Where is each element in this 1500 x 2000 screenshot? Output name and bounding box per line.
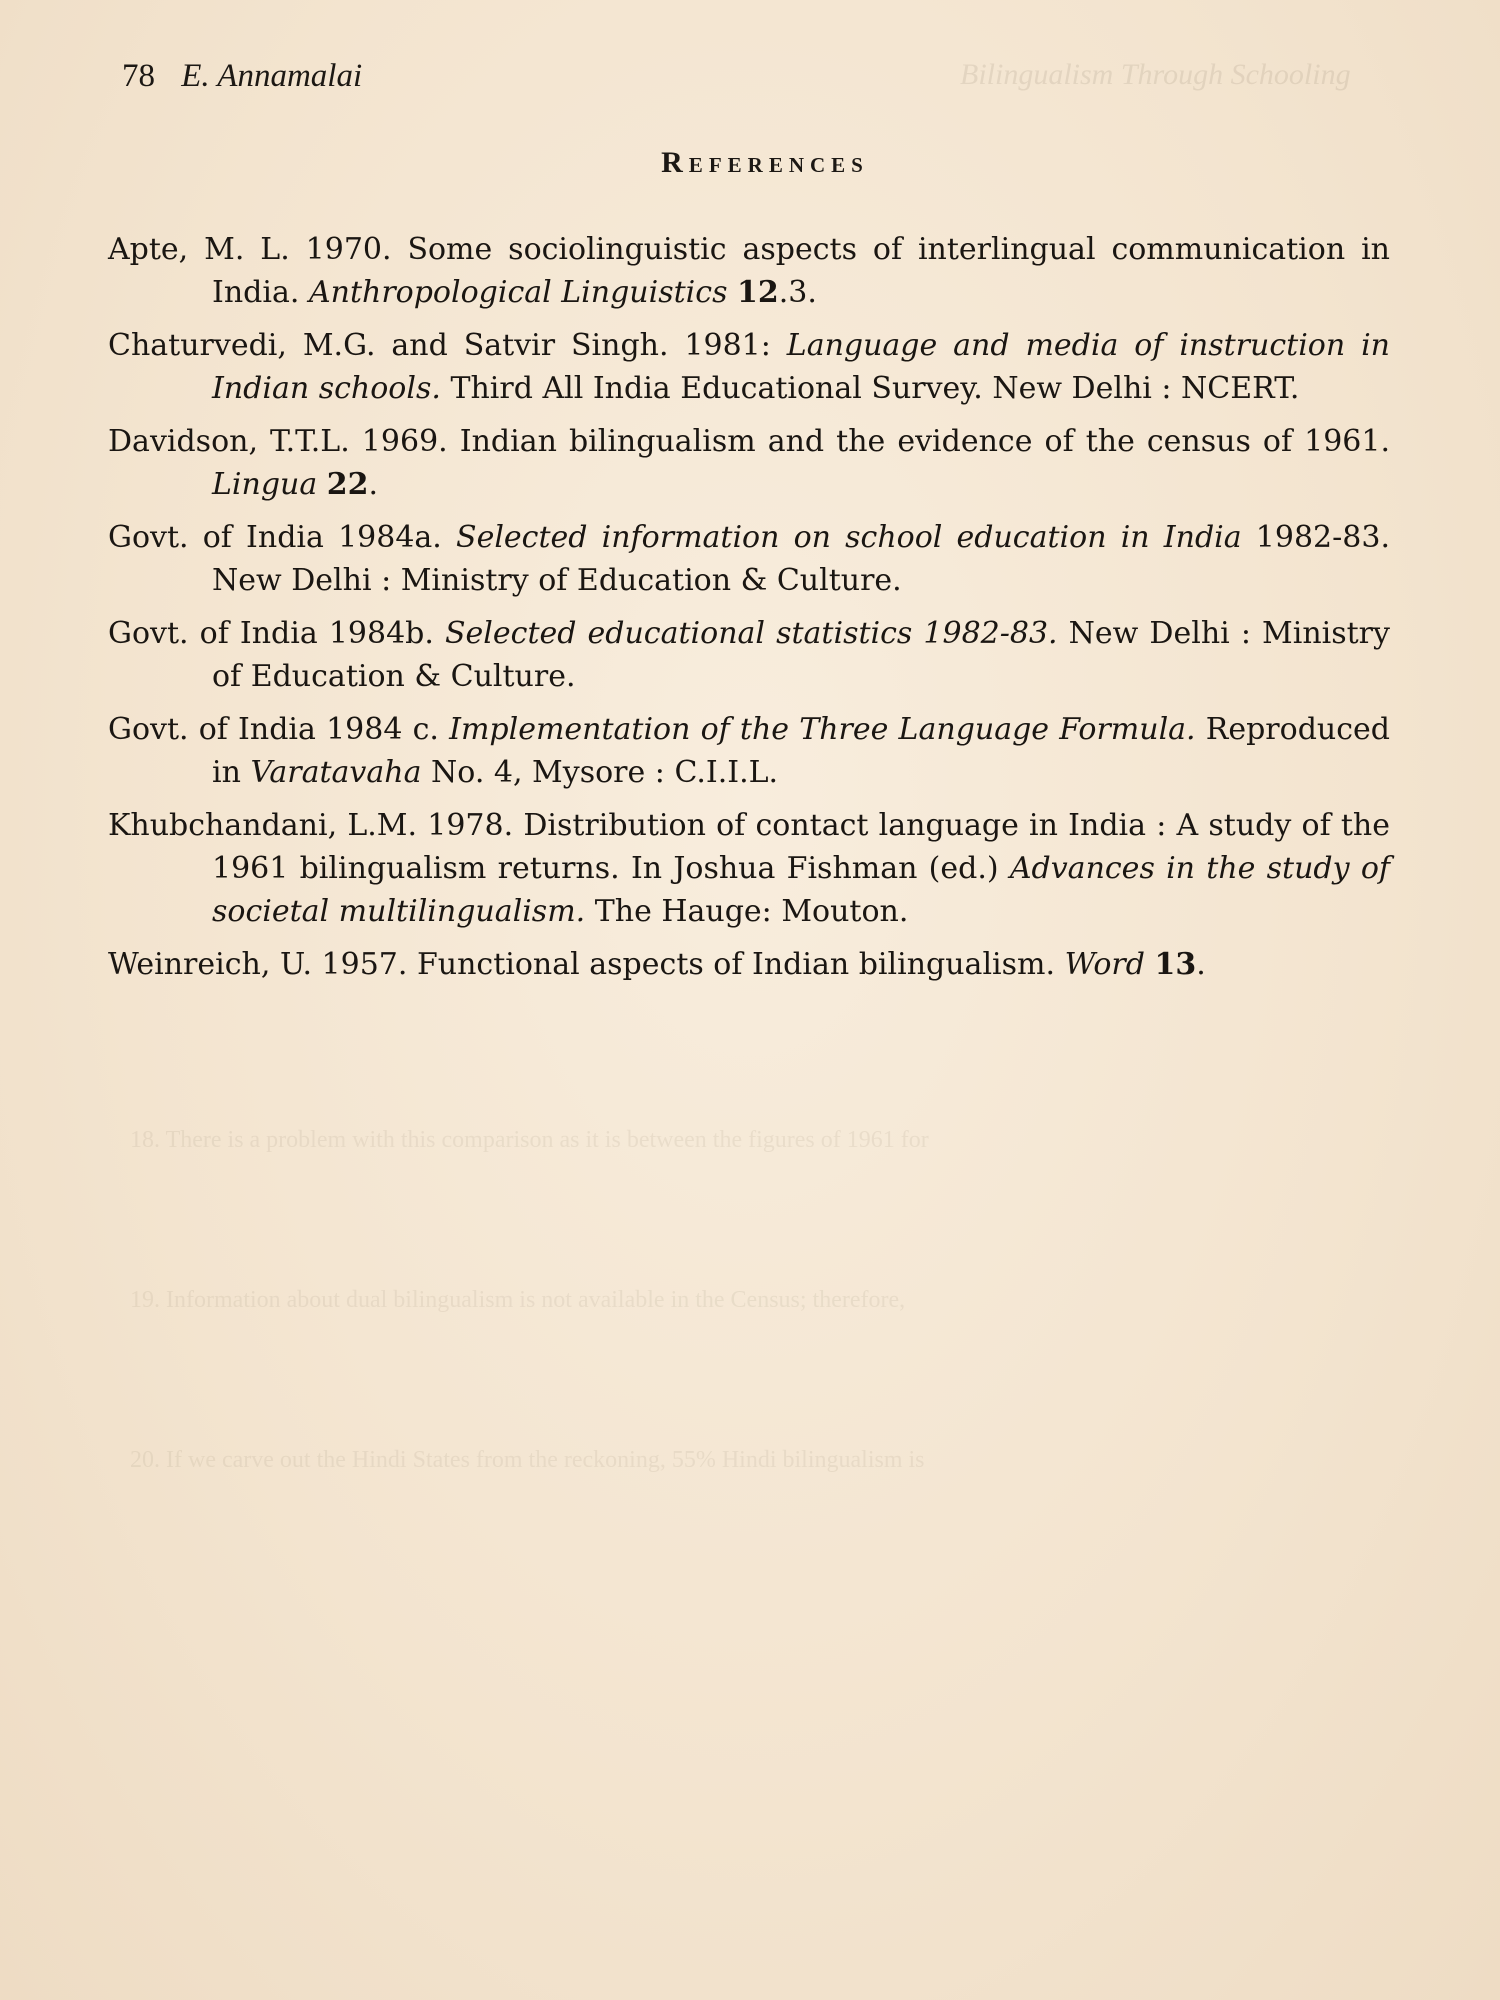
reference-entry	[108, 804, 1390, 933]
reference-tail: The Hauge: Mouton.	[594, 894, 909, 929]
reference-title: Anthropological Linguistics	[308, 275, 728, 310]
reference-tail-secondary: No. 4, Mysore : C.I.I.L.	[431, 755, 779, 790]
reference-entry	[108, 228, 1390, 314]
reference-title: Advances in the study of societal multilingualism.	[212, 851, 1391, 929]
reference-lead: Weinreich, U. 1957. Functional aspects of Indian bilingualism.	[108, 947, 1056, 982]
reference-lead: Khubchandani, L.M. 1978. Distribution of contact language in India : A study of the 1961 bilingualism returns. In Joshua Fishman (ed.)	[108, 808, 1390, 886]
bleed-through-line: 20. If we carve out the Hindi States from the reckoning, 55% Hindi bilingualism is	[130, 1447, 925, 1473]
running-head-author: E. Annamalai	[181, 58, 363, 94]
bleed-through-line: 19. Information about dual bilingualism is not available in the Census; therefore,	[130, 1287, 906, 1313]
reference-tail: .3.	[778, 275, 817, 310]
reference-tail: .	[368, 467, 379, 502]
page-number: 78	[122, 58, 155, 94]
reference-lead: Apte, M. L. 1970. Some sociolinguistic aspects of interlingual communication in India.	[108, 232, 1390, 310]
reference-lead: Davidson, T.T.L. 1969. Indian bilingualism and the evidence of the census of 1961.	[108, 424, 1390, 459]
reference-tail: New Delhi : Ministry of Education & Culture.	[212, 616, 1390, 694]
reference-volume: 12	[737, 275, 779, 310]
reference-title: Lingua	[212, 467, 318, 502]
bleed-through-line: 18. There is a problem with this comparison as it is between the figures of 1961 for	[130, 1127, 929, 1153]
bleed-through-text	[130, 1120, 1370, 1480]
reference-entry	[108, 516, 1390, 602]
reference-title: Selected educational statistics 1982-83.	[444, 616, 1058, 651]
reference-entry	[108, 420, 1390, 506]
reference-list	[108, 228, 1390, 996]
reference-tail: Third All India Educational Survey. New Delhi : NCERT.	[450, 371, 1300, 406]
reference-entry	[108, 612, 1390, 698]
reference-volume: 13	[1154, 947, 1197, 982]
bleed-through-running-title: Bilingualism Through Schooling	[960, 58, 1351, 91]
reference-title: Selected information on school education in India	[456, 520, 1242, 555]
reference-volume: 22	[326, 467, 369, 502]
reference-lead: Govt. of India 1984b.	[108, 616, 434, 651]
reference-title-secondary: Varatavaha	[250, 755, 422, 790]
reference-title: Word	[1064, 947, 1145, 982]
reference-lead: Govt. of India 1984a.	[108, 520, 442, 555]
reference-lead: Govt. of India 1984 c.	[108, 712, 439, 747]
reference-title: Language and media of instruction in Indian schools.	[212, 328, 1390, 406]
reference-entry	[108, 324, 1390, 410]
reference-tail: Reproduced in	[212, 712, 1390, 790]
references-heading: References	[661, 146, 869, 179]
reference-tail: .	[1196, 947, 1206, 982]
running-head	[122, 58, 362, 95]
reference-entry	[108, 708, 1390, 794]
reference-entry	[108, 943, 1390, 986]
reference-lead: Chaturvedi, M.G. and Satvir Singh. 1981:	[108, 328, 771, 363]
reference-title: Implementation of the Three Language Formula.	[449, 712, 1196, 747]
reference-tail: 1982-83. New Delhi : Ministry of Education & Culture.	[212, 520, 1390, 598]
